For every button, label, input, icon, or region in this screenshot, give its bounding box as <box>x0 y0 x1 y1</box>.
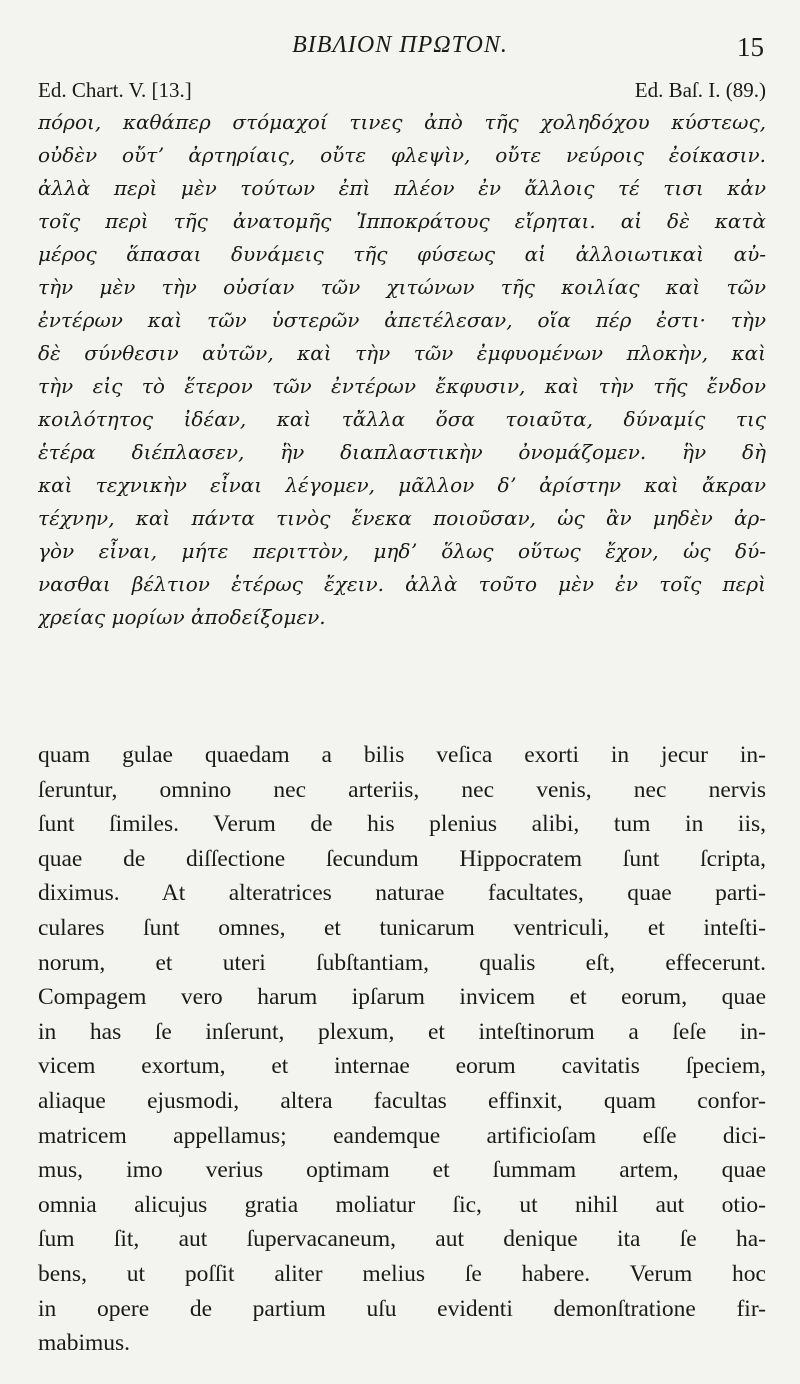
latin-text-line: omnia alicujus gratia moliatur ſic, ut nihil aut otio- <box>38 1191 766 1218</box>
latin-text-line: diximus. At alteratrices naturae facultates, quae parti- <box>38 880 766 907</box>
greek-text-line: πόροι, καθάπερ στόμαχοί τινες ἀπὸ τῆς χοληδόχου κύστεως, <box>38 110 766 134</box>
latin-text-line: vicem exortum, et internae eorum cavitatis ſpeciem, <box>38 1053 766 1080</box>
latin-text-line: mus, imo verius optimam et ſummam artem, quae <box>38 1157 766 1184</box>
latin-text-block <box>38 738 766 1361</box>
greek-text-line: γὸν εἶναι, μήτε περιττὸν, μηδʼ ὅλως οὕτως ἔχον, ὡς δύ- <box>38 539 766 563</box>
latin-text-line: ſeruntur, omnino nec arteriis, nec venis, nec nervis <box>38 776 766 803</box>
greek-text-line: μέρος ἅπασαι δυνάμεις τῆς φύσεως αἱ ἀλλοιωτικαὶ αὐ- <box>38 242 766 266</box>
greek-text-block <box>38 106 766 634</box>
greek-text-line: ἀλλὰ περὶ μὲν τούτων ἐπὶ πλέον ἐν ἄλλοις τέ τισι κἀν <box>38 176 766 200</box>
greek-text-line: τοῖς περὶ τῆς ἀνατομῆς Ἱπποκράτους εἴρηται. αἱ δὲ κατὰ <box>38 209 766 233</box>
greek-text-line: τέχνην, καὶ πάντα τινὸς ἕνεκα ποιοῦσαν, ὡς ἂν μηδὲν ἀρ- <box>38 506 766 530</box>
greek-text-line: δὲ σύνθεσιν αὐτῶν, καὶ τὴν τῶν ἐμφυομένων πλοκὴν, καὶ <box>38 341 766 365</box>
latin-text-line: matricem appellamus; eandemque artificioſam eſſe dici- <box>38 1122 766 1149</box>
latin-text-line: culares ſunt omnes, et tunicarum ventriculi, et inteſti- <box>38 914 766 941</box>
latin-text-line: quam gulae quaedam a bilis veſica exorti in jecur in- <box>38 742 766 768</box>
greek-text-line: τὴν μὲν τὴν οὐσίαν τῶν χιτώνων τῆς κοιλίας καὶ τῶν <box>38 275 766 299</box>
greek-text-line: οὐδὲν οὔτʼ ἀρτηρίαις, οὔτε φλεψὶν, οὔτε νεύροις ἐοίκασιν. <box>38 143 766 167</box>
edition-chart-reference: Ed. Chart. V. [13.] <box>38 78 192 102</box>
greek-text-line: ἐντέρων καὶ τῶν ὑστερῶν ἀπετέλεσαν, οἵα πέρ ἐστι· τὴν <box>38 308 766 332</box>
latin-text-line: mabimus. <box>38 1330 131 1357</box>
latin-text-line: ſunt ſimiles. Verum de his plenius alibi, tum in iis, <box>38 811 766 838</box>
running-title: BIBΛΙΟΝ ΠΡΩΤΟΝ. <box>292 32 508 58</box>
greek-text-line: καὶ τεχνικὴν εἶναι λέγομεν, μᾶλλον δʼ ἀρίστην καὶ ἄκραν <box>38 473 766 497</box>
greek-text-line: κοιλότητος ἰδέαν, καὶ τἄλλα ὅσα τοιαῦτα, δύναμίς τις <box>38 407 766 431</box>
latin-text-line: norum, et uteri ſubſtantiam, qualis eſt, effecerunt. <box>38 949 766 976</box>
greek-text-line: ἑτέρα διέπλασεν, ἣν διαπλαστικὴν ὀνομάζομεν. ἣν δὴ <box>38 440 766 464</box>
greek-text-line: τὴν εἰς τὸ ἕτερον τῶν ἐντέρων ἔκφυσιν, καὶ τὴν τῆς ἔνδον <box>38 374 766 398</box>
latin-text-line: aliaque ejusmodi, altera facultas effinxit, quam confor- <box>38 1087 766 1114</box>
latin-text-line: in has ſe inſerunt, plexum, et inteſtinorum a ſeſe in- <box>38 1018 766 1045</box>
edition-reference-line <box>38 76 766 104</box>
latin-text-line: ſum ſit, aut ſupervacaneum, aut denique ita ſe ha- <box>38 1226 766 1253</box>
latin-text-line: Compagem vero harum ipſarum invicem et eorum, quae <box>38 984 766 1011</box>
latin-text-line: in opere de partium uſu evidenti demonſtratione fir- <box>38 1295 766 1322</box>
edition-basel-reference: Ed. Baſ. I. (89.) <box>634 78 766 102</box>
page-number: 15 <box>737 32 764 62</box>
latin-text-line: bens, ut poſſit aliter melius ſe habere. Verum hoc <box>38 1260 766 1287</box>
greek-text-line: χρείας μορίων ἀποδείξομεν. <box>38 605 326 629</box>
greek-text-line: νασθαι βέλτιον ἑτέρως ἔχειν. ἀλλὰ τοῦτο μὲν ἐν τοῖς περὶ <box>38 572 766 596</box>
latin-text-line: quae de diſſectione ſecundum Hippocratem ſunt ſcripta, <box>38 845 766 872</box>
running-head <box>0 30 800 60</box>
